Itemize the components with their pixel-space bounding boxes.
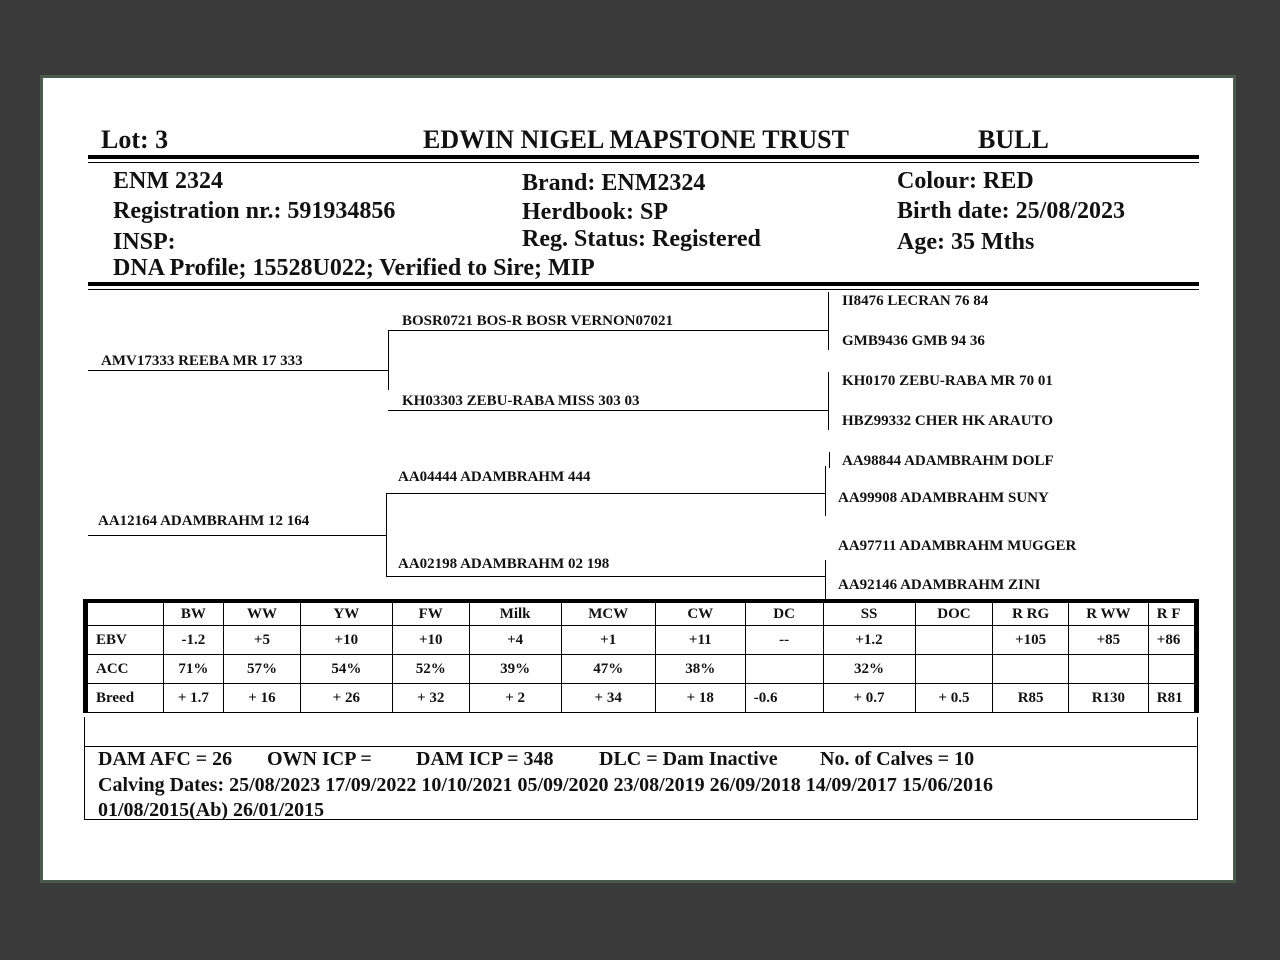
colour: Colour: RED xyxy=(897,168,1034,194)
ebv-header-cell: DC xyxy=(745,601,823,626)
ebv-cell: 47% xyxy=(561,655,655,684)
ebv-header-cell: MCW xyxy=(561,601,655,626)
ebv-cell: -0.6 xyxy=(745,684,823,713)
ebv-header-cell: SS xyxy=(823,601,915,626)
pedigree-sire: AMV17333 REEBA MR 17 333 xyxy=(101,353,303,369)
pedigree-line xyxy=(829,452,830,468)
registration-number: Registration nr.: 591934856 xyxy=(113,198,396,224)
ebv-header-cell: CW xyxy=(655,601,745,626)
ebv-cell: +1 xyxy=(561,626,655,655)
pedigree-dsd: AA99908 ADAMBRAHM SUNY xyxy=(838,490,1049,506)
owner-name: EDWIN NIGEL MAPSTONE TRUST xyxy=(423,125,849,154)
details-rule-thick xyxy=(88,282,1199,286)
header-rule-thin xyxy=(88,162,1199,163)
ebv-cell: + 0.7 xyxy=(823,684,915,713)
breed-row xyxy=(86,684,1197,713)
pedigree-line xyxy=(88,535,386,536)
pedigree-line xyxy=(825,466,826,516)
birth-date: Birth date: 25/08/2023 xyxy=(897,198,1125,224)
pedigree-dam-sire: AA04444 ADAMBRAHM 444 xyxy=(398,469,591,485)
ebv-header-cell: DOC xyxy=(915,601,993,626)
ebv-cell xyxy=(915,655,993,684)
ebv-cell: -- xyxy=(745,626,823,655)
ebv-row-label: EBV xyxy=(86,626,164,655)
ebv-header-cell: BW xyxy=(163,601,223,626)
pedigree-line xyxy=(88,370,388,371)
pedigree-sire-dam: KH03303 ZEBU-RABA MISS 303 03 xyxy=(402,393,640,409)
ebv-cell: 57% xyxy=(224,655,301,684)
pedigree-line xyxy=(828,372,829,430)
header-rule-thick xyxy=(88,155,1199,159)
ebv-row xyxy=(86,626,1197,655)
ebv-header-cell: Milk xyxy=(469,601,561,626)
ebv-header-cell: R RG xyxy=(993,601,1069,626)
ebv-cell: +5 xyxy=(224,626,301,655)
ebv-header-cell: YW xyxy=(300,601,392,626)
pedigree-line xyxy=(825,560,826,600)
ebv-cell: R81 xyxy=(1148,684,1196,713)
ebv-header-row xyxy=(86,601,1197,626)
ebv-cell: + 16 xyxy=(224,684,301,713)
ebv-cell: +86 xyxy=(1148,626,1196,655)
ebv-cell: + 1.7 xyxy=(163,684,223,713)
pedigree-dam: AA12164 ADAMBRAHM 12 164 xyxy=(98,513,310,529)
pedigree-ssd: GMB9436 GMB 94 36 xyxy=(842,333,985,349)
ebv-header-cell xyxy=(86,601,164,626)
pedigree-sire-sire: BOSR0721 BOS-R BOSR VERNON07021 xyxy=(402,313,674,329)
ebv-cell: +10 xyxy=(300,626,392,655)
lot-number: Lot: 3 xyxy=(101,125,169,154)
dam-afc: DAM AFC = 26 xyxy=(98,748,233,770)
herdbook: Herdbook: SP xyxy=(522,199,669,225)
own-icp: OWN ICP = xyxy=(267,748,372,770)
ebv-cell: 32% xyxy=(823,655,915,684)
pedigree-line xyxy=(386,576,826,577)
ebv-header-cell: FW xyxy=(392,601,469,626)
pedigree-line xyxy=(386,493,826,494)
ebv-header-cell: R WW xyxy=(1069,601,1149,626)
pedigree-sds: KH0170 ZEBU-RABA MR 70 01 xyxy=(842,373,1053,389)
animal-id: ENM 2324 xyxy=(113,168,223,194)
brand: Brand: ENM2324 xyxy=(522,170,706,196)
dlc: DLC = Dam Inactive xyxy=(599,748,778,770)
ebv-cell: R130 xyxy=(1069,684,1149,713)
ebv-cell: 71% xyxy=(163,655,223,684)
ebv-cell: + 32 xyxy=(392,684,469,713)
ebv-cell: + 2 xyxy=(469,684,561,713)
age: Age: 35 Mths xyxy=(897,229,1035,255)
registration-status: Reg. Status: Registered xyxy=(522,226,761,252)
dna-profile: DNA Profile; 15528U022; Verified to Sire; MIP xyxy=(113,255,595,281)
ebv-cell: +4 xyxy=(469,626,561,655)
ebv-cell xyxy=(745,655,823,684)
dam-icp: DAM ICP = 348 xyxy=(416,748,554,770)
ebv-cell: +11 xyxy=(655,626,745,655)
ebv-cell: R85 xyxy=(993,684,1069,713)
ebv-cell: +85 xyxy=(1069,626,1149,655)
acc-row xyxy=(86,655,1197,684)
ebv-header-cell: WW xyxy=(224,601,301,626)
ebv-cell: 54% xyxy=(300,655,392,684)
ebv-cell: + 0.5 xyxy=(915,684,993,713)
pedigree-line xyxy=(386,494,387,576)
ebv-cell: +10 xyxy=(392,626,469,655)
calving-dates-line1: Calving Dates: 25/08/2023 17/09/2022 10/10/2021 05/09/2020 23/08/2019 26/09/2018 14/09/2017 15/06/2016 xyxy=(98,774,994,796)
pedigree-sdd: HBZ99332 CHER HK ARAUTO xyxy=(842,413,1054,429)
number-of-calves: No. of Calves = 10 xyxy=(820,748,975,770)
ebv-cell xyxy=(1069,655,1149,684)
pedigree-sss: II8476 LECRAN 76 84 xyxy=(842,293,989,309)
ebv-cell xyxy=(915,626,993,655)
ebv-cell: +1.2 xyxy=(823,626,915,655)
pedigree-line xyxy=(388,330,389,390)
ebv-row-label: ACC xyxy=(86,655,164,684)
ebv-table xyxy=(83,599,1199,713)
pedigree-line xyxy=(388,330,828,331)
ebv-cell: + 26 xyxy=(300,684,392,713)
pedigree-dds: AA97711 ADAMBRAHM MUGGER xyxy=(838,538,1077,554)
ebv-cell: 39% xyxy=(469,655,561,684)
details-rule-thin xyxy=(88,289,1199,290)
ebv-cell: + 34 xyxy=(561,684,655,713)
ebv-cell: 38% xyxy=(655,655,745,684)
pedigree-ddd: AA92146 ADAMBRAHM ZINI xyxy=(838,577,1041,593)
animal-sex: BULL xyxy=(978,125,1049,154)
ebv-cell: + 18 xyxy=(655,684,745,713)
blank-row xyxy=(84,717,1198,747)
pedigree-line xyxy=(388,410,828,411)
calving-dates-line2: 01/08/2015(Ab) 26/01/2015 xyxy=(98,799,325,821)
ebv-cell xyxy=(993,655,1069,684)
ebv-cell: 52% xyxy=(392,655,469,684)
pedigree-dss: AA98844 ADAMBRAHM DOLF xyxy=(842,453,1054,469)
ebv-cell xyxy=(1148,655,1196,684)
pedigree-line xyxy=(828,292,829,350)
ebv-cell: +105 xyxy=(993,626,1069,655)
insp: INSP: xyxy=(113,229,176,255)
pedigree-dam-dam: AA02198 ADAMBRAHM 02 198 xyxy=(398,556,610,572)
ebv-header-cell: R F xyxy=(1148,601,1196,626)
ebv-row-label: Breed xyxy=(86,684,164,713)
ebv-cell: -1.2 xyxy=(163,626,223,655)
